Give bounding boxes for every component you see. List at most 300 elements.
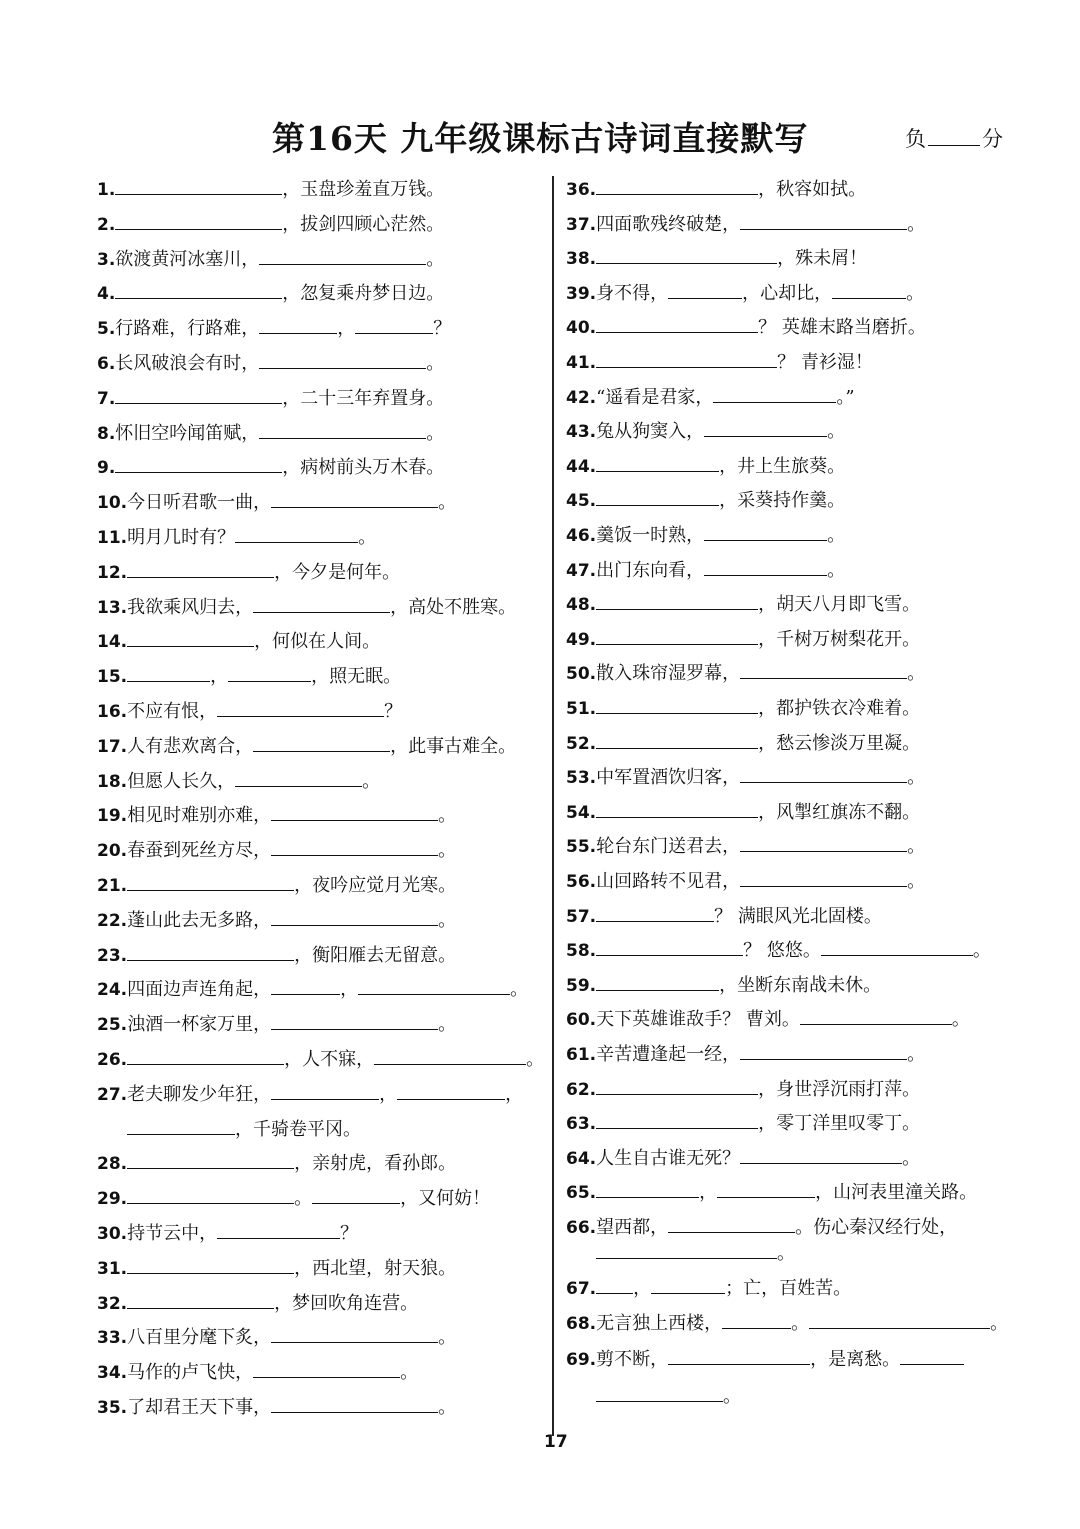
question-line: [97, 838, 456, 863]
poem-text: ，病树前头万木春。: [282, 457, 445, 478]
question-number: 51.: [566, 699, 597, 719]
poem-text: 人有悲欢离合，: [127, 736, 254, 757]
answer-blank[interactable]: [271, 1082, 379, 1100]
question-line: [566, 1311, 1008, 1336]
question-number: 44.: [566, 457, 597, 477]
answer-blank[interactable]: [596, 1276, 633, 1294]
answer-blank[interactable]: [717, 1180, 815, 1198]
poem-text: 。: [438, 492, 457, 513]
answer-blank[interactable]: [271, 977, 340, 995]
question-number: 8.: [97, 424, 116, 444]
question-number: 25.: [97, 1015, 128, 1035]
poem-text: 。: [438, 1014, 457, 1035]
answer-blank[interactable]: [271, 1395, 438, 1413]
answer-blank[interactable]: [271, 490, 438, 508]
question-line: [566, 523, 845, 548]
poem-text: 四面边声连角起，: [127, 979, 272, 1000]
answer-blank[interactable]: [740, 765, 907, 783]
question-number: 34.: [97, 1363, 128, 1383]
answer-blank[interactable]: [740, 1146, 902, 1164]
answer-blank[interactable]: [374, 1047, 526, 1065]
poem-text: 。: [907, 767, 926, 788]
answer-blank[interactable]: [900, 1347, 964, 1365]
question-number: 65.: [566, 1183, 597, 1203]
answer-blank[interactable]: [740, 834, 907, 852]
poem-text: 明月几时有？: [127, 527, 236, 548]
question-line: [97, 490, 456, 515]
question-number: 23.: [97, 946, 128, 966]
page-title: 第16天 九年级课标古诗词直接默写: [272, 119, 809, 158]
question-number: 32.: [97, 1294, 128, 1314]
question-number: 33.: [97, 1328, 128, 1348]
poem-text: 。: [510, 979, 529, 1000]
answer-blank[interactable]: [259, 247, 426, 265]
answer-blank[interactable]: [809, 1311, 990, 1329]
answer-blank[interactable]: [740, 661, 907, 679]
poem-text: ，: [633, 1278, 652, 1299]
answer-blank[interactable]: [127, 560, 274, 578]
answer-blank[interactable]: [596, 350, 777, 368]
question-line: [97, 1291, 418, 1316]
answer-blank[interactable]: [115, 177, 282, 195]
answer-blank[interactable]: [355, 316, 433, 334]
question-number: 56.: [566, 872, 597, 892]
poem-text: ，心却比，: [742, 283, 833, 304]
poem-text: ，高处不胜寒。: [390, 597, 517, 618]
question-number: 27.: [97, 1085, 128, 1105]
answer-blank[interactable]: [596, 246, 777, 264]
poem-text: 。: [438, 1327, 457, 1348]
question-number: 66.: [566, 1218, 597, 1238]
question-number: 49.: [566, 630, 597, 650]
poem-text: 。: [438, 805, 457, 826]
question-line: [97, 1047, 544, 1072]
poem-text: ，秋容如拭。: [758, 179, 867, 200]
answer-blank[interactable]: [596, 454, 719, 472]
poem-text: ，亲射虎，看孙郎。: [294, 1153, 457, 1174]
answer-blank[interactable]: [596, 1077, 758, 1095]
question-line: [97, 734, 516, 759]
question-number: 13.: [97, 598, 128, 618]
poem-text: ，坐断东南战未休。: [719, 975, 882, 996]
poem-text: 。: [951, 1009, 970, 1030]
answer-blank[interactable]: [713, 385, 836, 403]
question-line: [566, 1215, 957, 1240]
question-line: [566, 1347, 964, 1372]
score-blank[interactable]: [928, 129, 980, 146]
poem-text: 山回路转不见君，: [596, 871, 741, 892]
question-number: 45.: [566, 491, 597, 511]
poem-text: ，殊未屑！: [777, 248, 868, 269]
question-line: [97, 595, 516, 620]
question-line: [97, 908, 456, 933]
question-line: [97, 351, 444, 376]
poem-text: ？ 悠悠。: [743, 940, 821, 961]
answer-blank[interactable]: [596, 1180, 699, 1198]
question-number: 7.: [97, 389, 116, 409]
answer-blank[interactable]: [596, 177, 758, 195]
question-number: 18.: [97, 772, 128, 792]
answer-blank[interactable]: [271, 1012, 438, 1030]
question-line: [97, 1082, 523, 1107]
poem-text: 怀旧空吟闻笛赋，: [115, 423, 260, 444]
question-number: 6.: [97, 354, 116, 374]
question-number: 52.: [566, 734, 597, 754]
answer-blank[interactable]: [800, 1007, 952, 1025]
answer-blank[interactable]: [596, 938, 743, 956]
question-number: 48.: [566, 595, 597, 615]
question-number: 16.: [97, 702, 128, 722]
poem-text: 天下英雄谁敌手？ 曹刘。: [596, 1009, 800, 1030]
poem-text: 。: [426, 353, 445, 374]
poem-text: 。: [902, 1148, 921, 1169]
question-line: [97, 247, 444, 272]
poem-text: 散入珠帘湿罗幕，: [596, 663, 741, 684]
answer-blank[interactable]: [704, 419, 827, 437]
question-number: 15.: [97, 667, 128, 687]
question-line: [97, 943, 456, 968]
question-number: 28.: [97, 1154, 128, 1174]
question-line: [566, 1276, 851, 1301]
poem-text: ，: [340, 979, 359, 1000]
question-line: [97, 421, 444, 446]
answer-blank[interactable]: [127, 1151, 294, 1169]
poem-text: “遥看是君家，: [596, 387, 714, 408]
question-line: [566, 800, 920, 825]
answer-blank[interactable]: [115, 386, 282, 404]
poem-text: ？ 英雄末路当磨折。: [758, 317, 926, 338]
answer-blank[interactable]: [832, 281, 906, 299]
question-line: [97, 664, 401, 689]
question-line: [97, 699, 402, 724]
question-line: [97, 629, 380, 654]
poem-text: ，: [699, 1182, 718, 1203]
answer-blank[interactable]: [127, 1047, 284, 1065]
poem-text: 浊酒一杯家万里，: [127, 1014, 272, 1035]
answer-blank[interactable]: [596, 488, 719, 506]
question-line: [566, 246, 867, 271]
answer-blank[interactable]: [253, 595, 390, 613]
answer-blank[interactable]: [271, 803, 438, 821]
answer-blank[interactable]: [651, 1276, 725, 1294]
column-divider: [552, 176, 554, 1436]
answer-blank[interactable]: [217, 699, 384, 717]
answer-blank[interactable]: [596, 973, 719, 991]
poem-text: 。: [358, 527, 377, 548]
question-number: 20.: [97, 841, 128, 861]
question-number: 3.: [97, 250, 116, 270]
poem-text: 。: [426, 423, 445, 444]
question-line: [566, 869, 925, 894]
answer-blank[interactable]: [740, 869, 907, 887]
question-number: 17.: [97, 737, 128, 757]
question-line: [97, 525, 376, 550]
question-line: [566, 1146, 920, 1171]
poem-text: ，零丁洋里叹零丁。: [758, 1113, 921, 1134]
poem-text: ，西北望，射天狼。: [294, 1258, 457, 1279]
question-number: 2.: [97, 215, 116, 235]
poem-text: 出门东向看，: [596, 560, 705, 581]
poem-text: ，风掣红旗冻不翻。: [758, 802, 921, 823]
poem-text: 行路难，行路难，: [115, 318, 260, 339]
question-line: [566, 1111, 920, 1136]
poem-text: ，照无眠。: [311, 666, 402, 687]
question-number: 68.: [566, 1314, 597, 1334]
poem-text: ，夜吟应觉月光寒。: [294, 875, 457, 896]
question-line: [566, 938, 991, 963]
question-line: [566, 661, 925, 686]
poem-text: ，拔剑四顾心茫然。: [282, 214, 445, 235]
question-line: [97, 1117, 361, 1142]
question-line: [566, 1180, 977, 1205]
question-line: [566, 696, 920, 721]
poem-text: 。: [438, 840, 457, 861]
answer-blank[interactable]: [596, 731, 758, 749]
question-line: [566, 1384, 741, 1409]
poem-text: ，今夕是何年。: [274, 562, 401, 583]
question-line: [97, 281, 444, 306]
answer-blank[interactable]: [127, 1256, 294, 1274]
poem-text: 无言独上西楼，: [596, 1313, 723, 1334]
question-number: 19.: [97, 806, 128, 826]
question-line: [566, 454, 845, 479]
poem-text: 今日听君歌一曲，: [127, 492, 272, 513]
answer-blank[interactable]: [668, 1347, 810, 1365]
poem-text: 八百里分麾下炙，: [127, 1327, 272, 1348]
score-suffix: 分: [982, 127, 1003, 151]
poem-text: 。: [907, 214, 926, 235]
question-line: [566, 592, 920, 617]
poem-text: ，又何妨！: [400, 1188, 491, 1209]
question-number: 37.: [566, 215, 597, 235]
poem-text: 马作的卢飞快，: [127, 1362, 254, 1383]
question-line: [97, 455, 444, 480]
question-number: 64.: [566, 1149, 597, 1169]
page-number: 17: [544, 1432, 568, 1452]
question-number: 30.: [97, 1224, 128, 1244]
poem-text: 。: [723, 1386, 741, 1407]
question-line: [566, 731, 920, 756]
poem-text: 持节云中，: [127, 1223, 218, 1244]
question-line: [97, 560, 400, 585]
poem-text: ，二十三年弃置身。: [282, 388, 445, 409]
answer-blank[interactable]: [115, 455, 282, 473]
poem-text: 相见时难别亦难，: [127, 805, 272, 826]
question-line: [97, 1395, 456, 1420]
poem-text: 人生自古谁无死？: [596, 1148, 741, 1169]
poem-text: 。: [438, 910, 457, 931]
question-number: 40.: [566, 318, 597, 338]
answer-blank[interactable]: [312, 1186, 400, 1204]
poem-text: 四面歌残终破楚，: [596, 214, 741, 235]
answer-blank[interactable]: [253, 1360, 400, 1378]
question-line: [566, 281, 924, 306]
poem-text: ，: [210, 666, 229, 687]
question-line: [97, 1186, 490, 1211]
answer-blank[interactable]: [821, 938, 973, 956]
answer-blank[interactable]: [127, 943, 294, 961]
poem-text: 。: [438, 1397, 457, 1418]
poem-text: ；亡，百姓苦。: [725, 1278, 852, 1299]
answer-blank[interactable]: [271, 838, 438, 856]
question-line: [97, 386, 444, 411]
answer-blank[interactable]: [740, 212, 907, 230]
poem-text: 。: [777, 1243, 795, 1264]
question-number: 29.: [97, 1189, 128, 1209]
poem-text: 羹饭一时熟，: [596, 525, 705, 546]
poem-text: ，胡天八月即飞雪。: [758, 594, 921, 615]
answer-blank[interactable]: [668, 1215, 795, 1233]
score-field: [905, 123, 1003, 153]
poem-text: 春蚕到死丝方尽，: [127, 840, 272, 861]
poem-text: ，身世浮沉雨打萍。: [758, 1079, 921, 1100]
question-number: 39.: [566, 284, 597, 304]
question-number: 35.: [97, 1398, 128, 1418]
answer-blank[interactable]: [596, 1384, 723, 1402]
question-line: [566, 350, 873, 375]
answer-blank[interactable]: [740, 1042, 907, 1060]
question-number: 12.: [97, 563, 128, 583]
answer-blank[interactable]: [596, 800, 758, 818]
poem-text: 剪不断，: [596, 1349, 669, 1370]
poem-text: 不应有恨，: [127, 701, 218, 722]
question-number: 54.: [566, 803, 597, 823]
answer-blank[interactable]: [271, 908, 438, 926]
poem-text: 。: [906, 283, 925, 304]
poem-text: 蓬山此去无多路，: [127, 910, 272, 931]
question-line: [97, 873, 456, 898]
question-line: [566, 212, 925, 237]
poem-text: 。: [791, 1313, 810, 1334]
answer-blank[interactable]: [259, 316, 337, 334]
question-line: [566, 904, 882, 929]
answer-blank[interactable]: [704, 558, 827, 576]
answer-blank[interactable]: [127, 873, 294, 891]
poem-text: 。: [400, 1362, 419, 1383]
answer-blank[interactable]: [358, 977, 510, 995]
question-line: [97, 1221, 358, 1246]
answer-blank[interactable]: [127, 1117, 235, 1135]
question-line: [566, 177, 866, 202]
poem-text: ，何似在人间。: [254, 631, 381, 652]
answer-blank[interactable]: [397, 1082, 505, 1100]
question-line: [97, 212, 444, 237]
poem-text: ？: [340, 1223, 359, 1244]
answer-blank[interactable]: [722, 1311, 791, 1329]
poem-text: ，采葵持作羹。: [719, 490, 846, 511]
poem-text: 。: [972, 940, 991, 961]
question-number: 21.: [97, 876, 128, 896]
poem-text: ？ 满眼风光北固楼。: [714, 906, 882, 927]
question-number: 36.: [566, 180, 597, 200]
poem-text: ？ 青衫湿！: [777, 352, 873, 373]
answer-blank[interactable]: [596, 904, 714, 922]
answer-blank[interactable]: [596, 1241, 777, 1259]
answer-blank[interactable]: [596, 627, 758, 645]
poem-text: ，衡阳雁去无留意。: [294, 945, 457, 966]
question-line: [97, 1151, 456, 1176]
question-line: [566, 1042, 925, 1067]
answer-blank[interactable]: [596, 315, 758, 333]
question-number: 24.: [97, 980, 128, 1000]
answer-blank[interactable]: [259, 351, 426, 369]
question-number: 53.: [566, 768, 597, 788]
poem-text: ，千骑卷平冈。: [235, 1119, 361, 1140]
answer-blank[interactable]: [668, 281, 742, 299]
poem-text: 。: [526, 1049, 545, 1070]
answer-blank[interactable]: [704, 523, 827, 541]
question-number: 4.: [97, 284, 116, 304]
poem-text: ，忽复乘舟梦日边。: [282, 283, 445, 304]
answer-blank[interactable]: [228, 664, 311, 682]
poem-text: 。: [362, 771, 381, 792]
poem-text: 我欲乘风归去，: [127, 597, 254, 618]
answer-blank[interactable]: [596, 592, 758, 610]
answer-blank[interactable]: [596, 696, 758, 714]
question-number: 43.: [566, 422, 597, 442]
question-number: 69.: [566, 1350, 597, 1370]
question-number: 59.: [566, 976, 597, 996]
poem-text: 。: [907, 1044, 926, 1065]
answer-blank[interactable]: [253, 734, 390, 752]
poem-text: ，梦回吹角连营。: [274, 1293, 419, 1314]
answer-blank[interactable]: [217, 1221, 340, 1239]
answer-blank[interactable]: [115, 281, 282, 299]
question-number: 57.: [566, 907, 597, 927]
poem-text: ，玉盘珍羞直万钱。: [282, 179, 445, 200]
question-line: [97, 1256, 456, 1281]
question-line: [566, 765, 925, 790]
question-number: 9.: [97, 458, 116, 478]
question-line: [566, 973, 881, 998]
answer-blank[interactable]: [127, 1291, 274, 1309]
score-prefix: 负: [905, 127, 926, 151]
poem-text: ，是离愁。: [810, 1349, 901, 1370]
answer-blank[interactable]: [127, 1186, 294, 1204]
poem-text: ，: [505, 1084, 524, 1105]
question-number: 31.: [97, 1259, 128, 1279]
question-line: [566, 1077, 920, 1102]
question-number: 60.: [566, 1010, 597, 1030]
answer-blank[interactable]: [235, 769, 362, 787]
question-number: 11.: [97, 528, 128, 548]
poem-text: ，此事古难全。: [390, 736, 517, 757]
answer-blank[interactable]: [235, 525, 358, 543]
question-line: [566, 834, 925, 859]
question-number: 58.: [566, 941, 597, 961]
question-number: 67.: [566, 1279, 597, 1299]
poem-text: ，: [379, 1084, 398, 1105]
poem-text: 轮台东门送君去，: [596, 836, 741, 857]
poem-text: 望西都，: [596, 1217, 669, 1238]
poem-text: 。”: [836, 387, 855, 408]
answer-blank[interactable]: [259, 421, 426, 439]
question-line: [566, 1007, 970, 1032]
answer-blank[interactable]: [127, 629, 254, 647]
answer-blank[interactable]: [596, 1111, 758, 1129]
answer-blank[interactable]: [115, 212, 282, 230]
question-number: 10.: [97, 493, 128, 513]
poem-text: ？: [433, 318, 452, 339]
answer-blank[interactable]: [127, 664, 210, 682]
question-line: [566, 627, 920, 652]
poem-text: 。: [426, 249, 445, 270]
question-line: [97, 769, 380, 794]
question-line: [97, 1325, 456, 1350]
answer-blank[interactable]: [271, 1325, 438, 1343]
question-line: [97, 1360, 418, 1385]
question-line: [97, 316, 451, 341]
